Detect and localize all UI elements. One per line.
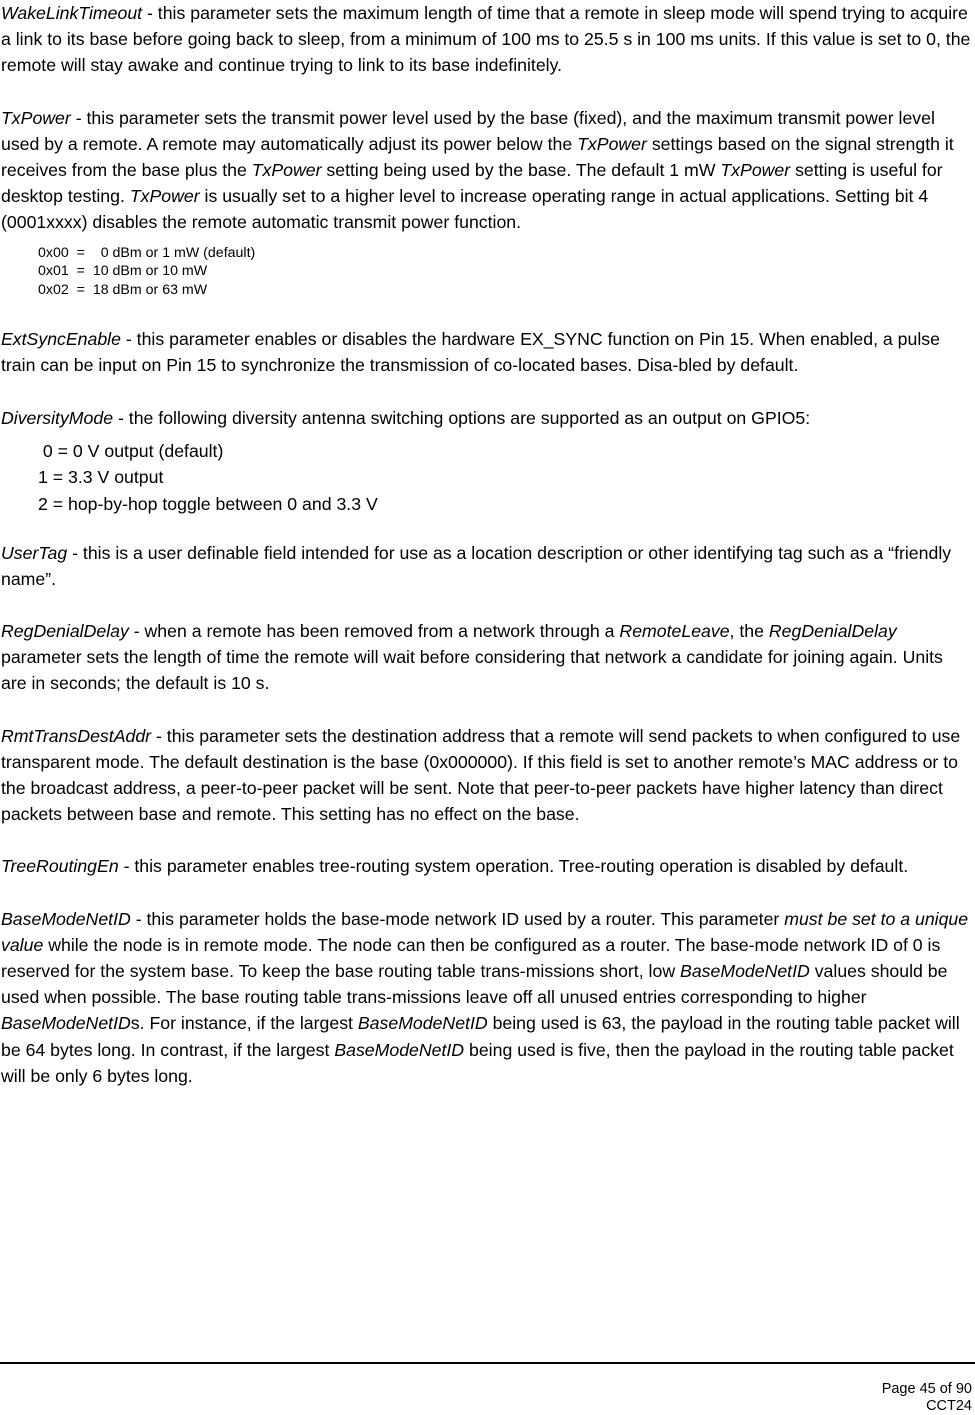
diversity-option-list [1, 438, 973, 518]
term-rmttransdestaddr: RmtTransDestAddr [1, 725, 152, 746]
paragraph-text: while the node is in remote mode. The node can then be configured as a router. The base-mode network ID of 0 is reserved for the system base. To keep the base routing table trans-missions short, low [1, 934, 941, 981]
paragraph-text: values should be used when possible. The base routing table trans-missions leave off all unused entries corresponding to higher [1, 960, 948, 1008]
paragraph-text: - when a remote has been removed from a network through a [128, 620, 620, 641]
list-item: 0x01 = 10 dBm or 10 mW [38, 263, 208, 280]
txpower-value-list [1, 244, 973, 300]
italic-term: BaseModeNetID [680, 960, 810, 981]
paragraph-text: - this parameter sets the maximum length of time that a remote in sleep mode will spend trying to acquire a link to its base before going back to sleep, from a minimum of 100 ms to 25.5 s in 100 ms units. If this value is set to 0, the remote will stay awake and continue trying to link to its base indefinitely. [1, 3, 971, 76]
paragraph-extsyncenable [1, 326, 973, 378]
term-treeroutingen: TreeRoutingEn [1, 856, 119, 877]
paragraph-text: - the following diversity antenna switching options are supported as an output on GPIO5: [113, 407, 811, 428]
paragraph-text: - this parameter enables tree-routing system operation. Tree-routing operation is disabled by default. [118, 856, 909, 877]
list-item: 1 = 3.3 V output [38, 467, 164, 488]
paragraph-text: setting being used by the base. The default 1 mW [321, 160, 721, 181]
italic-term: TxPower [251, 160, 322, 181]
italic-term: RemoteLeave [619, 620, 730, 641]
document-id: CCT24 [926, 1398, 972, 1414]
page-number: Page 45 of 90 [881, 1381, 972, 1397]
paragraph-txpower [1, 105, 973, 236]
paragraph-text: settings based on the signal strength it receives from the base plus the [1, 133, 954, 181]
paragraph-diversitymode [1, 405, 973, 431]
italic-term: BaseModeNetID [334, 1039, 465, 1060]
paragraph-regdenialdelay [1, 618, 973, 697]
paragraph-text: - this parameter holds the base-mode network ID used by a router. This parameter [130, 908, 785, 929]
page-footer [882, 1381, 972, 1415]
paragraph-text: parameter sets the length of time the remote will wait before considering that network a candidate for joining again. Units are in seconds; the default is 10 s. [1, 647, 943, 694]
italic-term: RegDenialDelay [768, 620, 897, 641]
paragraph-wakelinktimeout [1, 0, 973, 79]
paragraph-usertag [1, 540, 973, 592]
paragraph-text: - this is a user definable field intended for use as a location description or other identifying tag such as a “friendly name”. [1, 542, 952, 589]
italic-term: TxPower [720, 160, 791, 181]
page-content [1, 0, 973, 1089]
term-diversitymode: DiversityMode [1, 407, 114, 428]
paragraph-text: is usually set to a higher level to increase operating range in actual applications. Setting bit 4 (0001xxxx) disables the remote automatic transmit power function. [1, 186, 929, 233]
paragraph-basemodenetid [1, 906, 973, 1089]
paragraph-text: setting is useful for desktop testing. [1, 160, 943, 207]
term-basemodenetid: BaseModeNetID [1, 908, 131, 929]
paragraph-text: - this parameter sets the transmit power level used by the base (fixed), and the maximum transmit power level used by a remote. A remote may automatically adjust its power below the [1, 107, 935, 154]
italic-emphasis: must be set to a unique value [1, 908, 969, 955]
paragraph-treeroutingen [1, 853, 973, 879]
term-wakelinktimeout: WakeLinkTimeout [1, 3, 143, 23]
term-usertag: UserTag [1, 542, 68, 563]
paragraph-text: , the [729, 620, 769, 641]
paragraph-text: s. For instance, if the largest [130, 1013, 358, 1034]
list-item: 2 = hop-by-hop toggle between 0 and 3.3 V [38, 493, 378, 514]
term-txpower: TxPower [1, 107, 71, 128]
term-extsyncenable: ExtSyncEnable [1, 329, 121, 350]
paragraph-text: - this parameter enables or disables the hardware EX_SYNC function on Pin 15. When enabled, a pulse train can be input on Pin 15 to synchronize the transmission of co-located bases. Disa-bled by default. [1, 329, 940, 376]
term-regdenialdelay: RegDenialDelay [1, 620, 129, 641]
italic-term: TxPower [577, 133, 647, 154]
paragraph-text: - this parameter sets the destination address that a remote will send packets to when configured to use transparent mode. The default destination is the base (0x000000). If this field is set to another remote’s MAC address or to the broadcast address, a peer-to-peer packet will be sent. Note that peer-to-peer packets have higher latency than direct packets between base and remote. This setting has no effect on the base. [1, 725, 961, 825]
footer-divider [0, 1362, 975, 1364]
list-item: 0x02 = 18 dBm or 63 mW [38, 281, 208, 298]
list-item: 0x00 = 0 dBm or 1 mW (default) [38, 244, 256, 261]
paragraph-text: being used is 63, the payload in the routing table packet will be 64 bytes long. In contrast, if the largest [1, 1013, 960, 1060]
paragraph-text: being used is five, then the payload in the routing table packet will be only 6 bytes long. [1, 1039, 954, 1086]
italic-term: TxPower [129, 186, 200, 207]
paragraph-rmttransdestaddr [1, 723, 973, 828]
italic-term: BaseModeNetID [1, 1013, 131, 1034]
italic-term: BaseModeNetID [357, 1013, 488, 1034]
list-item: 0 = 0 V output (default) [38, 440, 224, 461]
